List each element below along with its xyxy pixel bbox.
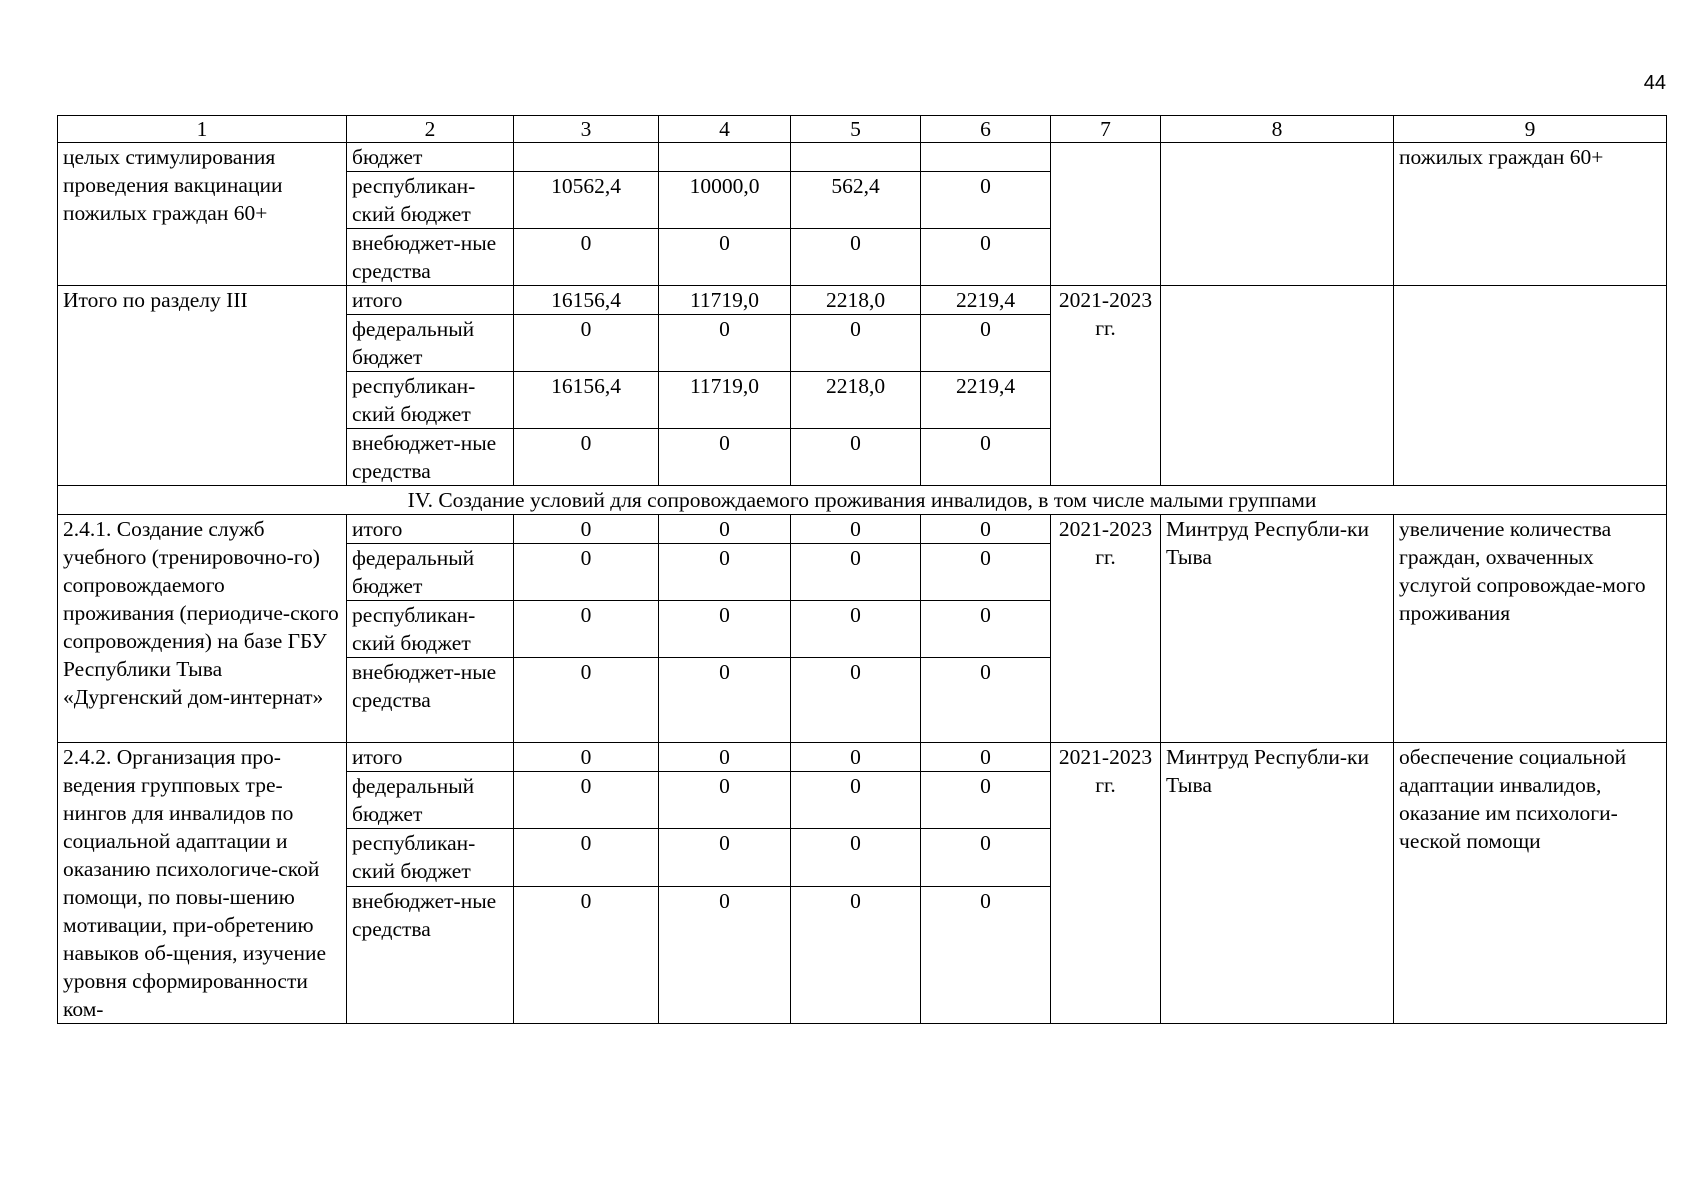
- section-row: [58, 486, 1667, 515]
- funding-source: федеральный бюджет: [347, 772, 514, 829]
- period-cell: 2021-2023 гг.: [1051, 515, 1161, 743]
- value-cell: 0: [921, 315, 1051, 372]
- table-row: [58, 143, 1667, 172]
- value-cell: 0: [514, 544, 659, 601]
- value-cell: 0: [514, 772, 659, 829]
- header-cell: 5: [791, 116, 921, 143]
- result-cell: увеличение количества граждан, охваченных услугой сопровождае-мого проживания: [1394, 515, 1667, 743]
- value-cell: 0: [659, 772, 791, 829]
- value-cell: 0: [921, 172, 1051, 229]
- value-cell: 0: [659, 429, 791, 486]
- funding-source: итого: [347, 743, 514, 772]
- result-cell: пожилых граждан 60+: [1394, 143, 1667, 286]
- value-cell: 0: [921, 601, 1051, 658]
- value-cell: 0: [921, 658, 1051, 743]
- value-cell: 0: [791, 229, 921, 286]
- funding-source: итого: [347, 286, 514, 315]
- value-cell: 10000,0: [659, 172, 791, 229]
- header-cell: 1: [58, 116, 347, 143]
- value-cell: 0: [921, 886, 1051, 1024]
- value-cell: 0: [514, 229, 659, 286]
- activity-name: целых стимулирования проведения вакцинации пожилых граждан 60+: [58, 143, 347, 286]
- funding-source: республикан-ский бюджет: [347, 172, 514, 229]
- value-cell: 0: [921, 743, 1051, 772]
- funding-source: внебюджет-ные средства: [347, 886, 514, 1024]
- value-cell: 0: [791, 658, 921, 743]
- value-cell: 10562,4: [514, 172, 659, 229]
- value-cell: 2218,0: [791, 372, 921, 429]
- period-cell: [1051, 143, 1161, 286]
- value-cell: 0: [514, 315, 659, 372]
- value-cell: 0: [791, 829, 921, 886]
- funding-source: республикан-ский бюджет: [347, 601, 514, 658]
- funding-source: бюджет: [347, 143, 514, 172]
- value-cell: 0: [659, 229, 791, 286]
- table-row: [58, 286, 1667, 315]
- funding-source: внебюджет-ные средства: [347, 229, 514, 286]
- section-title: IV. Создание условий для сопровождаемого проживания инвалидов, в том числе малыми группами: [58, 486, 1667, 515]
- header-cell: 6: [921, 116, 1051, 143]
- funding-source: республикан-ский бюджет: [347, 829, 514, 886]
- header-cell: 9: [1394, 116, 1667, 143]
- value-cell: 11719,0: [659, 286, 791, 315]
- result-cell: обеспечение социальной адаптации инвалидов, оказание им психологи-ческой помощи: [1394, 743, 1667, 1024]
- executor-cell: Минтруд Республи-ки Тыва: [1161, 743, 1394, 1024]
- value-cell: 0: [514, 429, 659, 486]
- table-row: [58, 515, 1667, 544]
- value-cell: 0: [514, 515, 659, 544]
- value-cell: 11719,0: [659, 372, 791, 429]
- value-cell: 0: [791, 743, 921, 772]
- value-cell: [791, 143, 921, 172]
- value-cell: 0: [921, 429, 1051, 486]
- funding-source: внебюджет-ные средства: [347, 658, 514, 743]
- value-cell: 0: [659, 544, 791, 601]
- value-cell: 0: [514, 658, 659, 743]
- budget-table: [57, 115, 1667, 1024]
- header-cell: 8: [1161, 116, 1394, 143]
- value-cell: 0: [791, 544, 921, 601]
- value-cell: 0: [659, 315, 791, 372]
- value-cell: 0: [514, 829, 659, 886]
- activity-name: 2.4.1. Создание служб учебного (тренировочно-го) сопровождаемого проживания (периодиче-ского сопровождения) на базе ГБУ Республики Тыва «Дургенский дом-интернат»: [58, 515, 347, 743]
- page-number: 44: [1643, 72, 1666, 94]
- value-cell: [921, 143, 1051, 172]
- value-cell: 2219,4: [921, 372, 1051, 429]
- value-cell: 0: [791, 315, 921, 372]
- value-cell: 2218,0: [791, 286, 921, 315]
- result-cell: [1394, 286, 1667, 486]
- value-cell: 0: [659, 743, 791, 772]
- funding-source: итого: [347, 515, 514, 544]
- funding-source: республикан-ский бюджет: [347, 372, 514, 429]
- header-cell: 7: [1051, 116, 1161, 143]
- value-cell: 0: [514, 743, 659, 772]
- value-cell: 0: [659, 601, 791, 658]
- activity-name: 2.4.2. Организация про-ведения групповых тре-нингов для инвалидов по социальной адаптации и оказанию психологиче-ской помощи, по повы-шению мотивации, при-обретению навыков об-щения, изучение уровня сформированности ком-: [58, 743, 347, 1024]
- value-cell: 0: [921, 229, 1051, 286]
- funding-source: федеральный бюджет: [347, 544, 514, 601]
- executor-cell: Минтруд Республи-ки Тыва: [1161, 515, 1394, 743]
- value-cell: 0: [659, 886, 791, 1024]
- value-cell: 0: [921, 772, 1051, 829]
- period-cell: 2021-2023 гг.: [1051, 286, 1161, 486]
- value-cell: 0: [791, 886, 921, 1024]
- value-cell: 2219,4: [921, 286, 1051, 315]
- period-cell: 2021-2023 гг.: [1051, 743, 1161, 1024]
- funding-source: федеральный бюджет: [347, 315, 514, 372]
- value-cell: 0: [659, 658, 791, 743]
- executor-cell: [1161, 143, 1394, 286]
- value-cell: 0: [514, 886, 659, 1024]
- value-cell: 0: [921, 829, 1051, 886]
- value-cell: 0: [791, 515, 921, 544]
- value-cell: 562,4: [791, 172, 921, 229]
- value-cell: 0: [659, 515, 791, 544]
- value-cell: [659, 143, 791, 172]
- header-row: [58, 116, 1667, 143]
- table-row: [58, 743, 1667, 772]
- value-cell: 0: [921, 515, 1051, 544]
- header-cell: 2: [347, 116, 514, 143]
- funding-source: внебюджет-ные средства: [347, 429, 514, 486]
- header-cell: 4: [659, 116, 791, 143]
- activity-name: Итого по разделу III: [58, 286, 347, 486]
- value-cell: 0: [659, 829, 791, 886]
- value-cell: 16156,4: [514, 286, 659, 315]
- value-cell: 0: [791, 601, 921, 658]
- value-cell: 0: [514, 601, 659, 658]
- value-cell: 16156,4: [514, 372, 659, 429]
- value-cell: 0: [791, 772, 921, 829]
- value-cell: [514, 143, 659, 172]
- executor-cell: [1161, 286, 1394, 486]
- value-cell: 0: [921, 544, 1051, 601]
- value-cell: 0: [791, 429, 921, 486]
- header-cell: 3: [514, 116, 659, 143]
